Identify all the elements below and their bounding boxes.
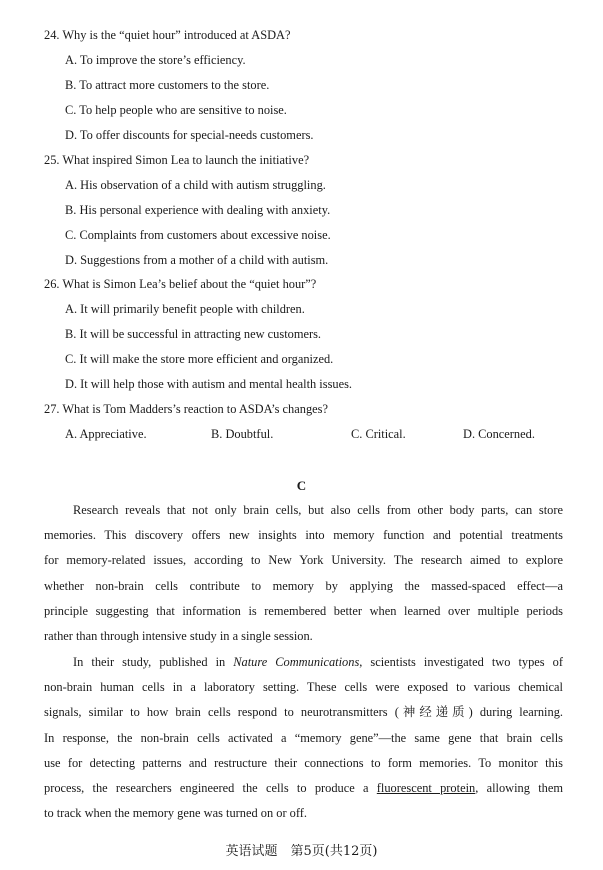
paragraph-2-text: process, the researchers engineered the cells to produce a xyxy=(44,780,377,795)
question-26-option-a: A. It will primarily benefit people with children. xyxy=(65,302,305,316)
question-24-option-d: D. To offer discounts for special-needs customers. xyxy=(65,128,314,142)
question-26-stem: 26. What is Simon Lea’s belief about the “quiet hour”? xyxy=(44,277,317,291)
paragraph-1 xyxy=(44,498,563,649)
paragraph-1-line: Research reveals that not only brain cells, but also cells from other body parts, can store xyxy=(73,503,563,517)
page-footer: 英语试题 第5页(共12页) xyxy=(225,844,378,859)
paragraph-2-text: , allowing them xyxy=(475,780,563,795)
question-25-option-c: C. Complaints from customers about excessive noise. xyxy=(65,228,331,242)
underlined-phrase: fluorescent protein xyxy=(376,780,476,795)
paragraph-2-line xyxy=(44,650,563,675)
question-25-option-a: A. His observation of a child with autism struggling. xyxy=(65,178,326,192)
question-24-stem: 24. Why is the “quiet hour” introduced at ASDA? xyxy=(44,28,291,42)
question-27-option-c: C. Critical. xyxy=(351,427,406,441)
paragraph-1-line: memories. This discovery offers new insights into memory function and potential treatments xyxy=(44,528,563,543)
paragraph-1-line: whether non-brain cells contribute to memory by applying the massed-spaced effect—a xyxy=(44,578,563,593)
paragraph-2-line: In response, the non-brain cells activated a “memory gene”—the same gene that brain cells xyxy=(44,730,563,745)
question-27-stem: 27. What is Tom Madders’s reaction to ASDA’s changes? xyxy=(44,402,328,416)
paragraph-2-line xyxy=(44,776,563,801)
paragraph-1-line: principle suggesting that information is remembered better when learned over multiple periods xyxy=(44,603,563,618)
paragraph-2-text: , scientists investigated two types of xyxy=(359,655,563,669)
paragraph-2-text: In their study, published in xyxy=(73,655,234,669)
question-24-option-a: A. To improve the store’s efficiency. xyxy=(65,53,246,67)
paragraph-2-line: to track when the memory gene was turned on or off. xyxy=(44,806,307,821)
paragraph-2-line: use for detecting patterns and restructure their connections to form memories. To monitor this xyxy=(44,755,563,770)
question-25-stem: 25. What inspired Simon Lea to launch the initiative? xyxy=(44,153,310,167)
paragraph-1-line: for memory-related issues, according to New York University. The research aimed to explore xyxy=(44,553,563,568)
question-26-option-d: D. It will help those with autism and mental health issues. xyxy=(65,377,353,391)
question-24-option-c: C. To help people who are sensitive to noise. xyxy=(65,103,287,117)
paragraph-2 xyxy=(44,650,563,826)
question-27-option-a: A. Appreciative. xyxy=(65,427,147,441)
journal-title: Nature Communications xyxy=(233,655,360,669)
question-26-option-c: C. It will make the store more efficient and organized. xyxy=(65,352,334,366)
paragraph-2-line: non-brain human cells in a laboratory setting. These cells were exposed to various chemical xyxy=(44,680,563,695)
paragraph-1-line: rather than through intensive study in a single session. xyxy=(44,628,313,643)
paragraph-2-line: signals, similar to how brain cells respond to neurotransmitters (神经递质) during learning. xyxy=(44,705,563,720)
question-27-option-d: D. Concerned. xyxy=(463,427,535,441)
question-27-option-b: B. Doubtful. xyxy=(211,427,274,441)
question-24-option-b: B. To attract more customers to the store. xyxy=(65,78,270,92)
question-25-option-d: D. Suggestions from a mother of a child with autism. xyxy=(65,253,329,267)
question-26-option-b: B. It will be successful in attracting new customers. xyxy=(65,327,322,341)
section-title: C xyxy=(296,478,307,493)
question-25-option-b: B. His personal experience with dealing with anxiety. xyxy=(65,203,331,217)
